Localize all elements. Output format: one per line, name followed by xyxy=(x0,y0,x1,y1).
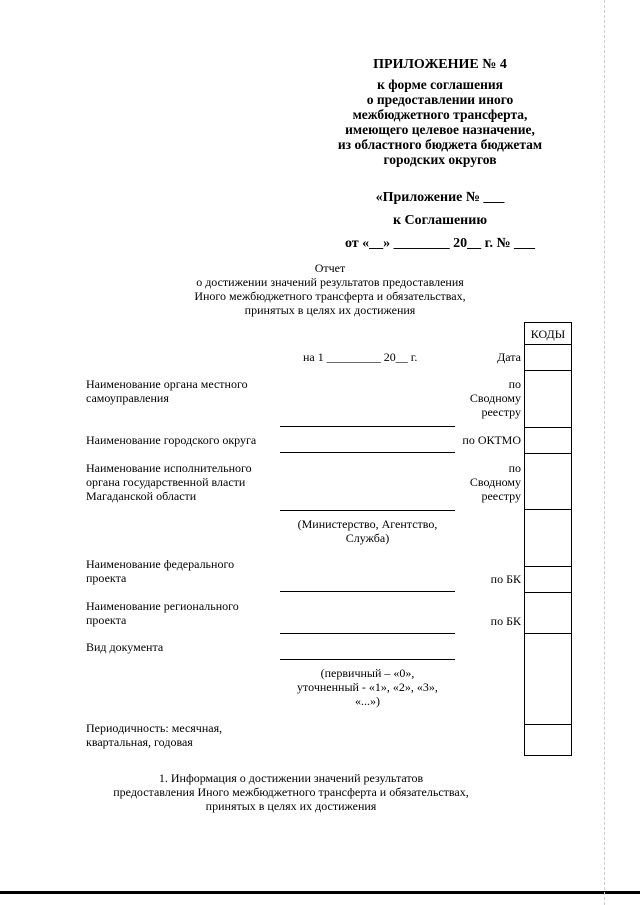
label-line: Наименование федерального xyxy=(86,557,235,571)
label-line: органа государственной власти xyxy=(86,475,246,489)
exec-body-input-line[interactable] xyxy=(280,510,455,511)
code-cell-regional[interactable] xyxy=(524,592,572,634)
federal-project-code-label: по БК xyxy=(490,572,521,586)
agreement-ref xyxy=(300,186,580,255)
label-line: по xyxy=(508,377,521,391)
doc-type-hint xyxy=(280,666,455,708)
federal-project-input-line[interactable] xyxy=(280,591,455,592)
hint-line: уточненный - «1», «2», «3», xyxy=(297,680,438,694)
doc-type-input-line[interactable] xyxy=(280,659,455,660)
agreement-ref-line: к Соглашению xyxy=(392,213,488,228)
annex-line: городских округов xyxy=(383,152,497,167)
report-line: принятых в целях их достижения xyxy=(244,303,416,317)
regional-project-code-label: по БК xyxy=(490,614,521,628)
code-cell-federal[interactable] xyxy=(524,566,572,593)
label-line: реестру xyxy=(481,489,521,503)
label-line: по xyxy=(508,461,521,475)
exec-body-code-label xyxy=(440,461,521,503)
hint-line: (первичный – «0», xyxy=(320,666,415,680)
local-gov-input-line[interactable] xyxy=(280,426,455,427)
section-1-heading xyxy=(86,771,496,813)
annex-line: межбюджетного трансферта, xyxy=(352,107,528,122)
hint-line: (Министерство, Агентство, xyxy=(297,517,438,531)
annex-line: из областного бюджета бюджетам xyxy=(337,137,543,152)
date-line: на 1 _________ 20__ г. xyxy=(303,350,418,364)
label-line: Наименование регионального xyxy=(86,599,239,613)
agreement-ref-line: от «__» ________ 20__ г. № ___ xyxy=(344,236,536,251)
code-cell-exec-body[interactable] xyxy=(524,453,572,510)
periodicity-label xyxy=(86,721,222,749)
label-line: Периодичность: месячная, xyxy=(86,721,223,735)
label-line: Сводному xyxy=(469,475,521,489)
annex-line: имеющего целевое назначение, xyxy=(345,122,535,137)
label-line: реестру xyxy=(481,405,521,419)
label-line: проекта xyxy=(86,571,127,585)
report-title: Отчет xyxy=(314,261,346,275)
label-line: проекта xyxy=(86,613,127,627)
exec-body-hint xyxy=(280,517,455,545)
report-line: Иного межбюджетного трансферта и обязательствах, xyxy=(194,289,466,303)
city-district-label: Наименование городского округа xyxy=(86,433,257,447)
local-gov-code-label xyxy=(440,377,521,419)
scan-edge-line xyxy=(0,891,640,894)
section-line: 1. Информация о достижении значений результатов xyxy=(158,771,424,785)
code-cell-oktmo[interactable] xyxy=(524,427,572,454)
hint-line: Служба) xyxy=(345,531,390,545)
code-cell-doc-type[interactable] xyxy=(524,633,572,725)
agreement-ref-line: «Приложение № ___ xyxy=(375,190,505,205)
code-cell-date[interactable] xyxy=(524,344,572,371)
label-line: Наименование исполнительного xyxy=(86,461,252,475)
federal-project-label xyxy=(86,557,234,585)
section-line: предоставления Иного межбюджетного трансферта и обязательствах, xyxy=(113,785,469,799)
date-label: Дата xyxy=(497,350,521,364)
codes-header: КОДЫ xyxy=(524,322,572,345)
annex-line: о предоставлении иного xyxy=(366,92,514,107)
local-gov-label xyxy=(86,377,248,405)
report-line: о достижении значений результатов предоставления xyxy=(196,275,464,289)
exec-body-label xyxy=(86,461,252,503)
label-line: Магаданской области xyxy=(86,489,197,503)
annex-title: ПРИЛОЖЕНИЕ № 4 xyxy=(373,57,507,72)
regional-project-input-line[interactable] xyxy=(280,633,455,634)
label-line: квартальная, годовая xyxy=(86,735,193,749)
annex-block xyxy=(300,57,580,167)
code-cell-blank[interactable] xyxy=(524,509,572,567)
code-cell-periodicity[interactable] xyxy=(524,724,572,756)
city-district-input-line[interactable] xyxy=(280,452,455,453)
city-district-code-label: по ОКТМО xyxy=(462,433,521,447)
scan-fold-line xyxy=(604,0,606,905)
label-line: Сводному xyxy=(469,391,521,405)
annex-line: к форме соглашения xyxy=(377,77,503,92)
regional-project-label xyxy=(86,599,239,627)
hint-line: «...») xyxy=(355,694,380,708)
report-title-block xyxy=(120,261,540,317)
section-line: принятых в целях их достижения xyxy=(205,799,377,813)
label-line: Наименование органа местного xyxy=(86,377,248,391)
doc-type-label: Вид документа xyxy=(86,640,164,654)
label-line: самоуправления xyxy=(86,391,169,405)
code-cell-local-gov[interactable] xyxy=(524,370,572,428)
